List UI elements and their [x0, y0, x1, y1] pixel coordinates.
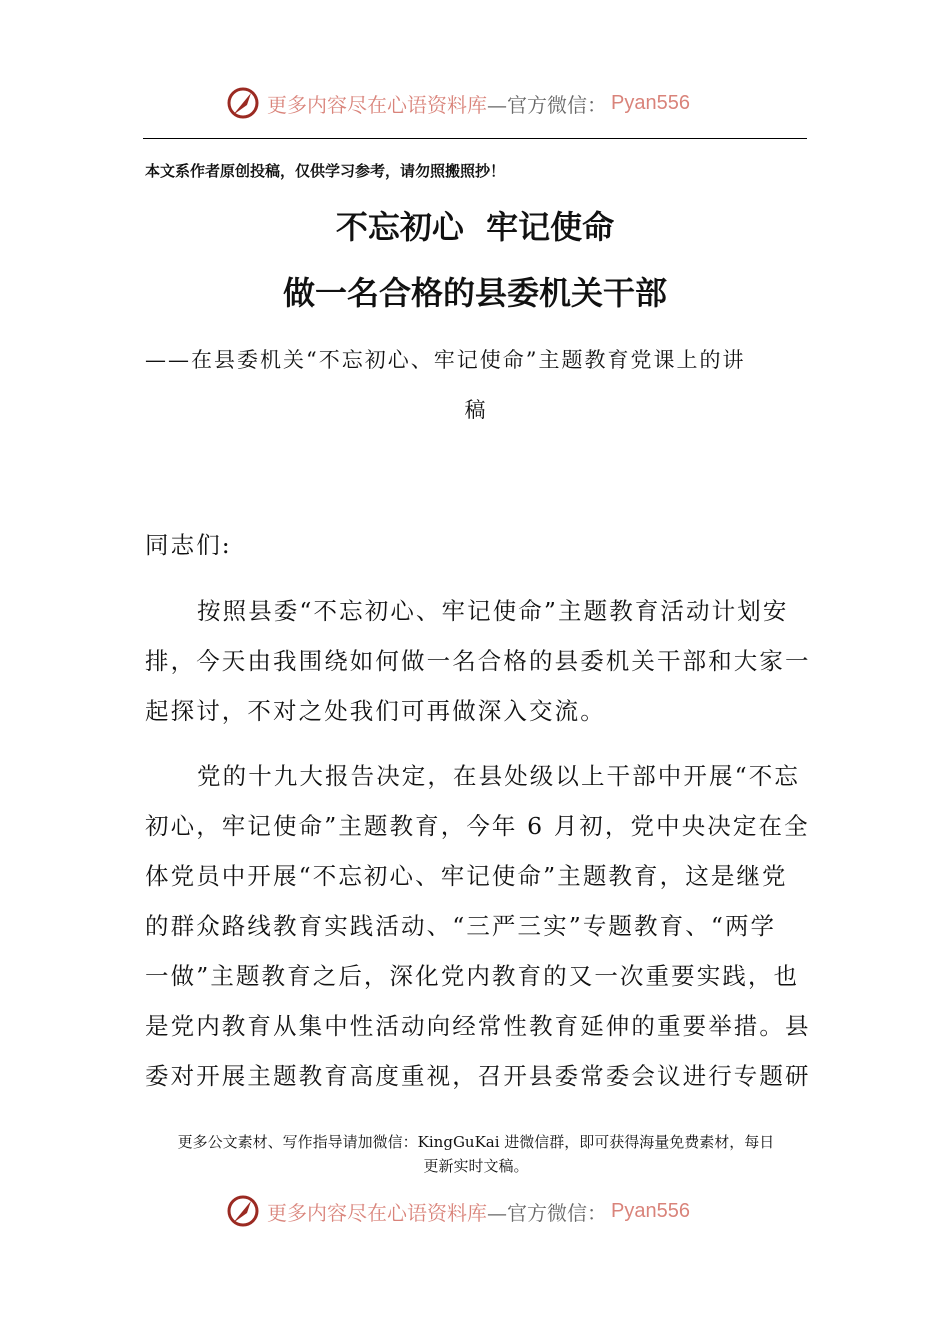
title-line-1: 不忘初心 牢记使命 — [335, 208, 615, 246]
subtitle-line-2: 稿 — [464, 398, 488, 422]
banner-wechat-id: Pyan556 — [611, 91, 690, 114]
copyright-notice: 本文系作者原创投稿，仅供学习参考，请勿照搬照抄！ — [145, 162, 506, 180]
paragraph-2-line: 是党内教育从集中性活动向经常性教育延伸的重要举措。县 — [145, 1012, 811, 1040]
banner-main-text: 更多内容尽在心语资料库 — [267, 1200, 487, 1225]
footer-note — [145, 1130, 807, 1178]
banner-main-text: 更多内容尽在心语资料库 — [267, 92, 487, 117]
paragraph-2-line: 一做”主题教育之后，深化党内教育的又一次重要实践，也 — [145, 962, 800, 990]
paragraph-2-line: 体党员中开展“不忘初心、牢记使命”主题教育，这是继党 — [145, 862, 788, 890]
paragraph-2-line: 初心，牢记使命”主题教育，今年 6 月初，党中央决定在全 — [145, 812, 810, 840]
greeting: 同志们: — [145, 531, 232, 559]
paragraph-1-line: 按照县委“不忘初心、牢记使命”主题教育活动计划安 — [197, 597, 789, 625]
banner-wechat-label: —官方微信： — [487, 92, 607, 117]
footer-line-1: 更多公文素材、写作指导请加微信：KingGuKai 进微信群，即可获得海量免费素材，每日 — [177, 1133, 775, 1151]
banner-wechat-id: Pyan556 — [611, 1199, 690, 1222]
title-line-2: 做一名合格的县委机关干部 — [282, 274, 667, 312]
quill-logo-icon — [225, 85, 261, 121]
subtitle-line-1: ——在县委机关“不忘初心、牢记使命”主题教育党课上的讲 — [145, 348, 746, 372]
footer-line-2: 更新实时文稿。 — [423, 1157, 529, 1175]
paragraph-2-line: 党的十九大报告决定，在县处级以上干部中开展“不忘 — [197, 762, 800, 790]
banner-wechat-label: —官方微信： — [487, 1200, 607, 1225]
footer-banner — [225, 1191, 725, 1231]
paragraph-2-line: 的群众路线教育实践活动、“三严三实”专题教育、“两学 — [145, 912, 777, 940]
header-divider — [143, 138, 807, 139]
quill-logo-icon — [225, 1193, 261, 1229]
paragraph-2-line: 委对开展主题教育高度重视，召开县委常委会议进行专题研 — [145, 1062, 811, 1090]
paragraph-1-line: 排，今天由我围绕如何做一名合格的县委机关干部和大家一 — [145, 647, 811, 675]
paragraph-1-line: 起探讨，不对之处我们可再做深入交流。 — [145, 697, 606, 725]
header-banner — [225, 83, 725, 123]
